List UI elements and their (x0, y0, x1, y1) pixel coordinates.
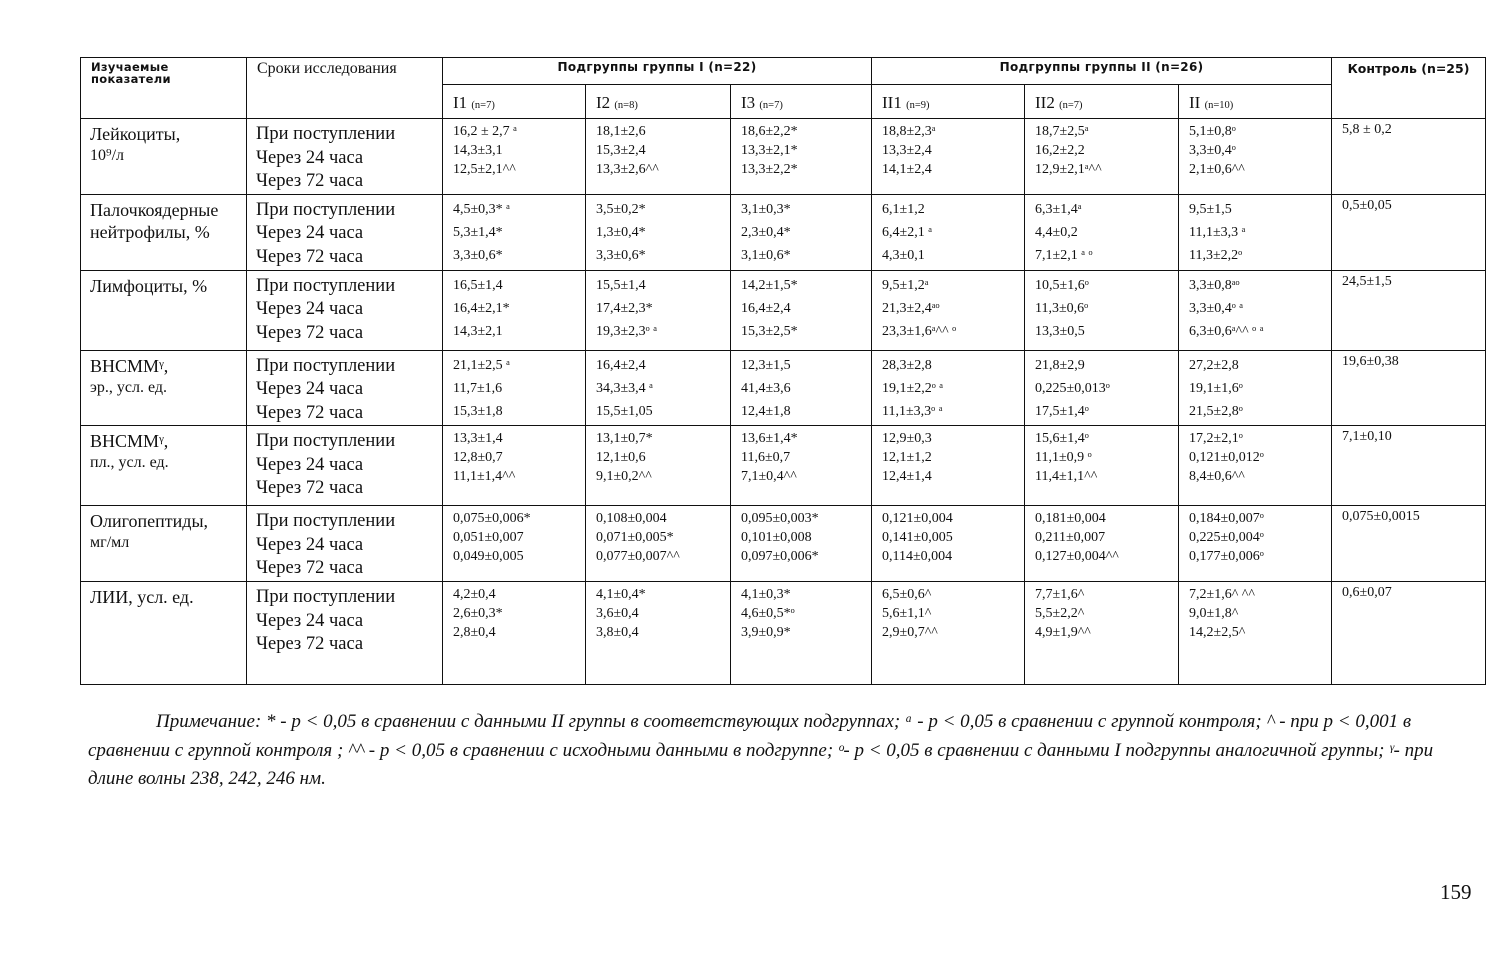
term-label: При поступлении (256, 431, 396, 451)
value-cell (872, 506, 1025, 582)
value-entry: 18,7±2,5ᵃ (1035, 124, 1089, 139)
subgroup-header (731, 85, 872, 119)
value-entry: 5,5±2,2^ (1035, 606, 1085, 621)
term-label: Через 72 часа (256, 478, 364, 498)
value-entry: 9,1±0,2^^ (596, 469, 652, 484)
value-cell (731, 582, 872, 685)
term-label: Через 24 часа (256, 299, 364, 319)
value-cell (872, 426, 1025, 506)
subgroup-name: I2 (596, 93, 611, 112)
value-entry: 3,5±0,2* (596, 201, 646, 217)
value-cell (586, 350, 731, 426)
value-entry: 2,6±0,3* (453, 606, 503, 621)
value-entry: 19,1±1,6ᵒ (1189, 380, 1243, 396)
value-cell (731, 119, 872, 195)
indicator-name: Олигопептиды, (90, 511, 209, 531)
value-entry: 0,101±0,008 (741, 530, 812, 545)
value-entry: 0,177±0,006ᵒ (1189, 549, 1264, 564)
value-entry: 0,181±0,004 (1035, 511, 1106, 526)
value-entry: 12,9±2,1ᵃ^^ (1035, 162, 1102, 177)
indicator-name: ВНСММᵞ, (90, 431, 169, 451)
terms-cell (247, 506, 443, 582)
value-entry: 4,3±0,1 (882, 247, 925, 263)
value-entry: 0,141±0,005 (882, 530, 953, 545)
terms-cell (247, 194, 443, 270)
value-entry: 2,3±0,4* (741, 224, 791, 240)
term-label: Через 24 часа (256, 610, 364, 631)
value-entry: 7,2±1,6^ ^^ (1189, 587, 1255, 602)
value-cell (872, 119, 1025, 195)
value-entry: 28,3±2,8 (882, 357, 932, 373)
value-cell (731, 270, 872, 350)
table-row (81, 582, 1486, 685)
term-label: Через 72 часа (256, 246, 364, 267)
subgroup-name: I1 (453, 93, 468, 112)
indicator-cell (81, 194, 247, 270)
control-value: 5,8 ± 0,2 (1332, 119, 1486, 195)
value-cell (731, 426, 872, 506)
value-entry: 18,8±2,3ᵃ (882, 124, 936, 139)
value-entry: 15,5±1,05 (596, 403, 653, 419)
table-row (81, 119, 1486, 195)
table-row (81, 426, 1486, 506)
value-entry: 16,4±2,1* (453, 300, 510, 316)
value-entry: 6,3±1,4ᵃ (1035, 201, 1082, 217)
value-entry: 19,3±2,3ᵒ ᵃ (596, 323, 658, 339)
header-group-1: Подгруппы группы I (n=22) (443, 58, 872, 85)
value-entry: 4,9±1,9^^ (1035, 625, 1091, 640)
value-entry: 4,4±0,2 (1035, 224, 1078, 240)
term-label: При поступлении (256, 275, 396, 296)
terms-cell (247, 426, 443, 506)
value-cell (1025, 506, 1179, 582)
value-cell (1179, 270, 1332, 350)
header-indicators: Изучаемые показатели (81, 58, 247, 119)
value-entry: 16,5±1,4 (453, 277, 503, 293)
value-cell (443, 194, 586, 270)
value-entry: 41,4±3,6 (741, 380, 791, 396)
value-cell (1179, 506, 1332, 582)
value-entry: 11,3±0,6ᵒ (1035, 300, 1089, 316)
value-entry: 15,6±1,4ᵒ (1035, 431, 1089, 446)
control-value: 0,075±0,0015 (1332, 506, 1486, 582)
value-entry: 17,2±2,1ᵒ (1189, 431, 1243, 446)
table-row (81, 270, 1486, 350)
value-entry: 13,3±0,5 (1035, 323, 1085, 339)
subgroup-size: (n=7) (759, 100, 783, 111)
value-cell (1025, 350, 1179, 426)
value-cell (872, 582, 1025, 685)
value-entry: 0,225±0,013ᵒ (1035, 380, 1110, 396)
value-cell (586, 426, 731, 506)
indicator-unit: пл., усл. ед. (90, 454, 169, 471)
value-cell (443, 119, 586, 195)
value-entry: 0,108±0,004 (596, 511, 667, 526)
value-entry: 0,121±0,004 (882, 511, 953, 526)
value-entry: 0,049±0,005 (453, 549, 524, 564)
subgroup-size: (n=9) (906, 100, 930, 111)
value-entry: 14,2±1,5* (741, 277, 798, 293)
value-entry: 18,1±2,6 (596, 124, 646, 139)
subgroup-header (443, 85, 586, 119)
value-entry: 6,1±1,2 (882, 201, 925, 217)
value-entry: 15,5±1,4 (596, 277, 646, 293)
value-entry: 13,3±1,4 (453, 431, 503, 446)
value-entry: 6,3±0,6ᵃ^^ ᵒ ᵃ (1189, 323, 1264, 339)
value-entry: 21,8±2,9 (1035, 357, 1085, 373)
value-entry: 6,5±0,6^ (882, 587, 932, 602)
value-cell (586, 270, 731, 350)
subgroup-size: (n=8) (614, 100, 638, 111)
value-entry: 10,5±1,6ᵒ (1035, 277, 1089, 293)
subgroup-size: (n=7) (1059, 100, 1083, 111)
value-entry: 14,1±2,4 (882, 162, 932, 177)
value-cell (872, 350, 1025, 426)
subgroup-header (872, 85, 1025, 119)
value-entry: 5,6±1,1^ (882, 606, 932, 621)
value-cell (1025, 426, 1179, 506)
value-cell (731, 506, 872, 582)
value-entry: 0,211±0,007 (1035, 530, 1106, 545)
value-entry: 3,3±0,4ᵒ ᵃ (1189, 300, 1244, 316)
subgroup-header (1179, 85, 1332, 119)
value-entry: 17,4±2,3* (596, 300, 653, 316)
indicator-name: Палочкоядерные (90, 199, 219, 220)
page-number: 159 (1440, 880, 1472, 904)
value-entry: 27,2±2,8 (1189, 357, 1239, 373)
indicator-name: Лимфоциты, % (90, 275, 208, 296)
value-entry: 3,6±0,4 (596, 606, 639, 621)
value-entry: 0,097±0,006* (741, 549, 819, 564)
value-entry: 3,1±0,3* (741, 201, 791, 217)
value-entry: 3,3±0,8ᵃᵒ (1189, 277, 1240, 293)
value-cell (443, 350, 586, 426)
subgroup-name: II2 (1035, 93, 1055, 112)
control-value: 24,5±1,5 (1332, 270, 1486, 350)
value-entry: 19,1±2,2ᵒ ᵃ (882, 380, 944, 396)
value-cell (443, 582, 586, 685)
value-cell (1179, 426, 1332, 506)
value-entry: 6,4±2,1 ᵃ (882, 224, 933, 240)
value-entry: 12,5±2,1^^ (453, 162, 516, 177)
value-entry: 0,095±0,003* (741, 511, 819, 526)
indicator-unit: эр., усл. ед. (90, 378, 167, 396)
value-entry: 5,1±0,8ᵒ (1189, 124, 1236, 139)
control-value: 0,5±0,05 (1332, 194, 1486, 270)
value-entry: 12,8±0,7 (453, 450, 503, 465)
value-entry: 12,9±0,3 (882, 431, 932, 446)
value-cell (1179, 194, 1332, 270)
value-entry: 13,6±1,4* (741, 431, 798, 446)
value-entry: 0,121±0,012ᵒ (1189, 450, 1264, 465)
value-cell (1179, 582, 1332, 685)
term-label: Через 24 часа (256, 379, 364, 399)
value-cell (1179, 350, 1332, 426)
value-entry: 4,2±0,4 (453, 587, 496, 602)
value-entry: 11,6±0,7 (741, 450, 791, 465)
value-entry: 13,3±2,4 (882, 143, 932, 158)
term-label: Через 24 часа (256, 534, 364, 555)
value-entry: 9,5±1,2ᵃ (882, 277, 929, 293)
value-entry: 0,184±0,007ᵒ (1189, 511, 1264, 526)
value-cell (586, 119, 731, 195)
value-entry: 16,4±2,4 (741, 300, 791, 316)
value-entry: 13,3±2,6^^ (596, 162, 659, 177)
term-label: Через 72 часа (256, 322, 364, 343)
value-entry: 21,3±2,4ᵃᵒ (882, 300, 940, 316)
value-entry: 0,075±0,006* (453, 511, 531, 526)
value-entry: 0,127±0,004^^ (1035, 549, 1119, 564)
value-entry: 34,3±3,4 ᵃ (596, 380, 654, 396)
value-entry: 12,4±1,8 (741, 403, 791, 419)
table-row (81, 506, 1486, 582)
value-entry: 17,5±1,4ᵒ (1035, 403, 1089, 419)
indicator-name: ВНСММᵞ, (90, 355, 169, 376)
value-entry: 13,3±2,1* (741, 143, 798, 158)
indicator-unit: 10⁹/л (90, 147, 125, 164)
table-footnote: Примечание: * - p < 0,05 в сравнении с данными II группы в соответствующих подгруппах; ᵃ - p < 0,05 в сравнении с группой контроля; ^ - при p < 0,001 в сравнении с группой контроля ; ^^ - p < 0,05 в сравнении с исходными данными в подгруппе; ᵒ- p < 0,05 в сравнении с данными I подгруппы аналогичной группы; ᵞ- при длине волны 238, 242, 246 нм. (88, 711, 1434, 789)
value-entry: 12,1±0,6 (596, 450, 646, 465)
table-row (81, 350, 1486, 426)
indicator-cell (81, 506, 247, 582)
term-label: При поступлении (256, 587, 396, 607)
value-entry: 16,4±2,4 (596, 357, 646, 373)
terms-cell (247, 350, 443, 426)
value-entry: 21,1±2,5 ᵃ (453, 357, 511, 373)
value-entry: 3,1±0,6* (741, 247, 791, 263)
value-entry: 11,3±2,2ᵒ (1189, 247, 1243, 263)
subgroup-name: II (1189, 93, 1201, 112)
subgroup-header (1025, 85, 1179, 119)
value-entry: 4,6±0,5*ᵒ (741, 606, 795, 621)
value-entry: 0,225±0,004ᵒ (1189, 530, 1264, 545)
subgroup-name: II1 (882, 93, 902, 112)
value-entry: 7,1±2,1 ᵃ ᵒ (1035, 247, 1093, 263)
value-entry: 0,114±0,004 (882, 549, 953, 564)
value-entry: 16,2±2,2 (1035, 143, 1085, 158)
value-entry: 3,8±0,4 (596, 625, 639, 640)
term-label: При поступлении (256, 511, 396, 531)
subgroup-name: I3 (741, 93, 756, 112)
indicator-cell (81, 350, 247, 426)
header-terms: Сроки исследования (247, 58, 443, 119)
value-cell (731, 350, 872, 426)
value-cell (1025, 119, 1179, 195)
term-label: Через 72 часа (256, 634, 364, 654)
indicator-cell (81, 270, 247, 350)
value-entry: 9,0±1,8^ (1189, 606, 1239, 621)
terms-cell (247, 119, 443, 195)
indicator-name: Лейкоциты, (90, 124, 181, 144)
term-label: Через 72 часа (256, 171, 364, 191)
value-entry: 11,1±3,3 ᵃ (1189, 224, 1246, 240)
subgroup-size: (n=7) (471, 100, 495, 111)
value-entry: 15,3±1,8 (453, 403, 503, 419)
value-entry: 2,1±0,6^^ (1189, 162, 1245, 177)
value-entry: 16,2 ± 2,7 ᵃ (453, 124, 518, 139)
value-cell (586, 582, 731, 685)
subgroup-header (586, 85, 731, 119)
value-entry: 2,8±0,4 (453, 625, 496, 640)
value-entry: 4,5±0,3* ᵃ (453, 201, 511, 217)
term-label: При поступлении (256, 199, 396, 220)
value-cell (1025, 270, 1179, 350)
value-entry: 0,077±0,007^^ (596, 549, 680, 564)
value-entry: 9,5±1,5 (1189, 201, 1232, 217)
value-cell (731, 194, 872, 270)
term-label: При поступлении (256, 355, 396, 376)
value-entry: 4,1±0,3* (741, 587, 791, 602)
indicator-name: ЛИИ, усл. ед. (90, 587, 194, 607)
value-entry: 15,3±2,4 (596, 143, 646, 158)
value-entry: 13,3±2,2* (741, 162, 798, 177)
indicator-cell (81, 582, 247, 685)
value-entry: 14,3±3,1 (453, 143, 503, 158)
terms-cell (247, 270, 443, 350)
header-group-2: Подгруппы группы II (n=26) (872, 58, 1332, 85)
value-entry: 11,7±1,6 (453, 380, 503, 396)
value-entry: 4,1±0,4* (596, 587, 646, 602)
value-cell (1025, 582, 1179, 685)
value-entry: 11,1±0,9 ᵒ (1035, 450, 1092, 465)
value-entry: 3,9±0,9* (741, 625, 791, 640)
terms-cell (247, 582, 443, 685)
indicator-cell (81, 119, 247, 195)
term-label: Через 24 часа (256, 223, 364, 243)
term-label: Через 24 часа (256, 454, 364, 475)
value-entry: 11,4±1,1^^ (1035, 469, 1098, 484)
value-cell (1179, 119, 1332, 195)
control-value: 19,6±0,38 (1332, 350, 1486, 426)
value-entry: 7,7±1,6^ (1035, 587, 1085, 602)
value-entry: 18,6±2,2* (741, 124, 798, 139)
value-entry: 23,3±1,6ᵃ^^ ᵒ (882, 323, 957, 339)
control-value: 0,6±0,07 (1332, 582, 1486, 685)
value-entry: 12,4±1,4 (882, 469, 932, 484)
term-label: Через 72 часа (256, 402, 364, 423)
value-cell (443, 270, 586, 350)
value-entry: 0,051±0,007 (453, 530, 524, 545)
value-entry: 13,1±0,7* (596, 431, 653, 446)
value-entry: 3,3±0,6* (596, 247, 646, 263)
value-entry: 21,5±2,8ᵒ (1189, 403, 1243, 419)
value-cell (443, 506, 586, 582)
value-entry: 14,3±2,1 (453, 323, 503, 339)
indicator-unit: нейтрофилы, % (90, 221, 210, 242)
value-entry: 3,3±0,6* (453, 247, 503, 263)
indicator-cell (81, 426, 247, 506)
value-entry: 8,4±0,6^^ (1189, 469, 1245, 484)
value-entry: 12,1±1,2 (882, 450, 932, 465)
value-entry: 7,1±0,4^^ (741, 469, 797, 484)
value-entry: 14,2±2,5^ (1189, 625, 1246, 640)
value-entry: 1,3±0,4* (596, 224, 646, 240)
table-row (81, 194, 1486, 270)
value-cell (586, 506, 731, 582)
value-entry: 3,3±0,4ᵒ (1189, 143, 1236, 158)
value-cell (443, 426, 586, 506)
value-entry: 11,1±3,3ᵒ ᵃ (882, 403, 943, 419)
value-cell (872, 194, 1025, 270)
value-cell (1025, 194, 1179, 270)
value-cell (872, 270, 1025, 350)
results-table (80, 57, 1486, 685)
value-cell (586, 194, 731, 270)
subgroup-size: (n=10) (1204, 100, 1234, 111)
value-entry: 11,1±1,4^^ (453, 469, 516, 484)
term-label: Через 24 часа (256, 147, 364, 168)
indicator-unit: мг/мл (90, 534, 130, 551)
value-entry: 2,9±0,7^^ (882, 625, 938, 640)
value-entry: 15,3±2,5* (741, 323, 798, 339)
header-control: Контроль (n=25) (1332, 58, 1486, 119)
value-entry: 0,071±0,005* (596, 530, 674, 545)
value-entry: 12,3±1,5 (741, 357, 791, 373)
term-label: При поступлении (256, 124, 396, 144)
control-value: 7,1±0,10 (1332, 426, 1486, 506)
term-label: Через 72 часа (256, 558, 364, 578)
value-entry: 5,3±1,4* (453, 224, 503, 240)
